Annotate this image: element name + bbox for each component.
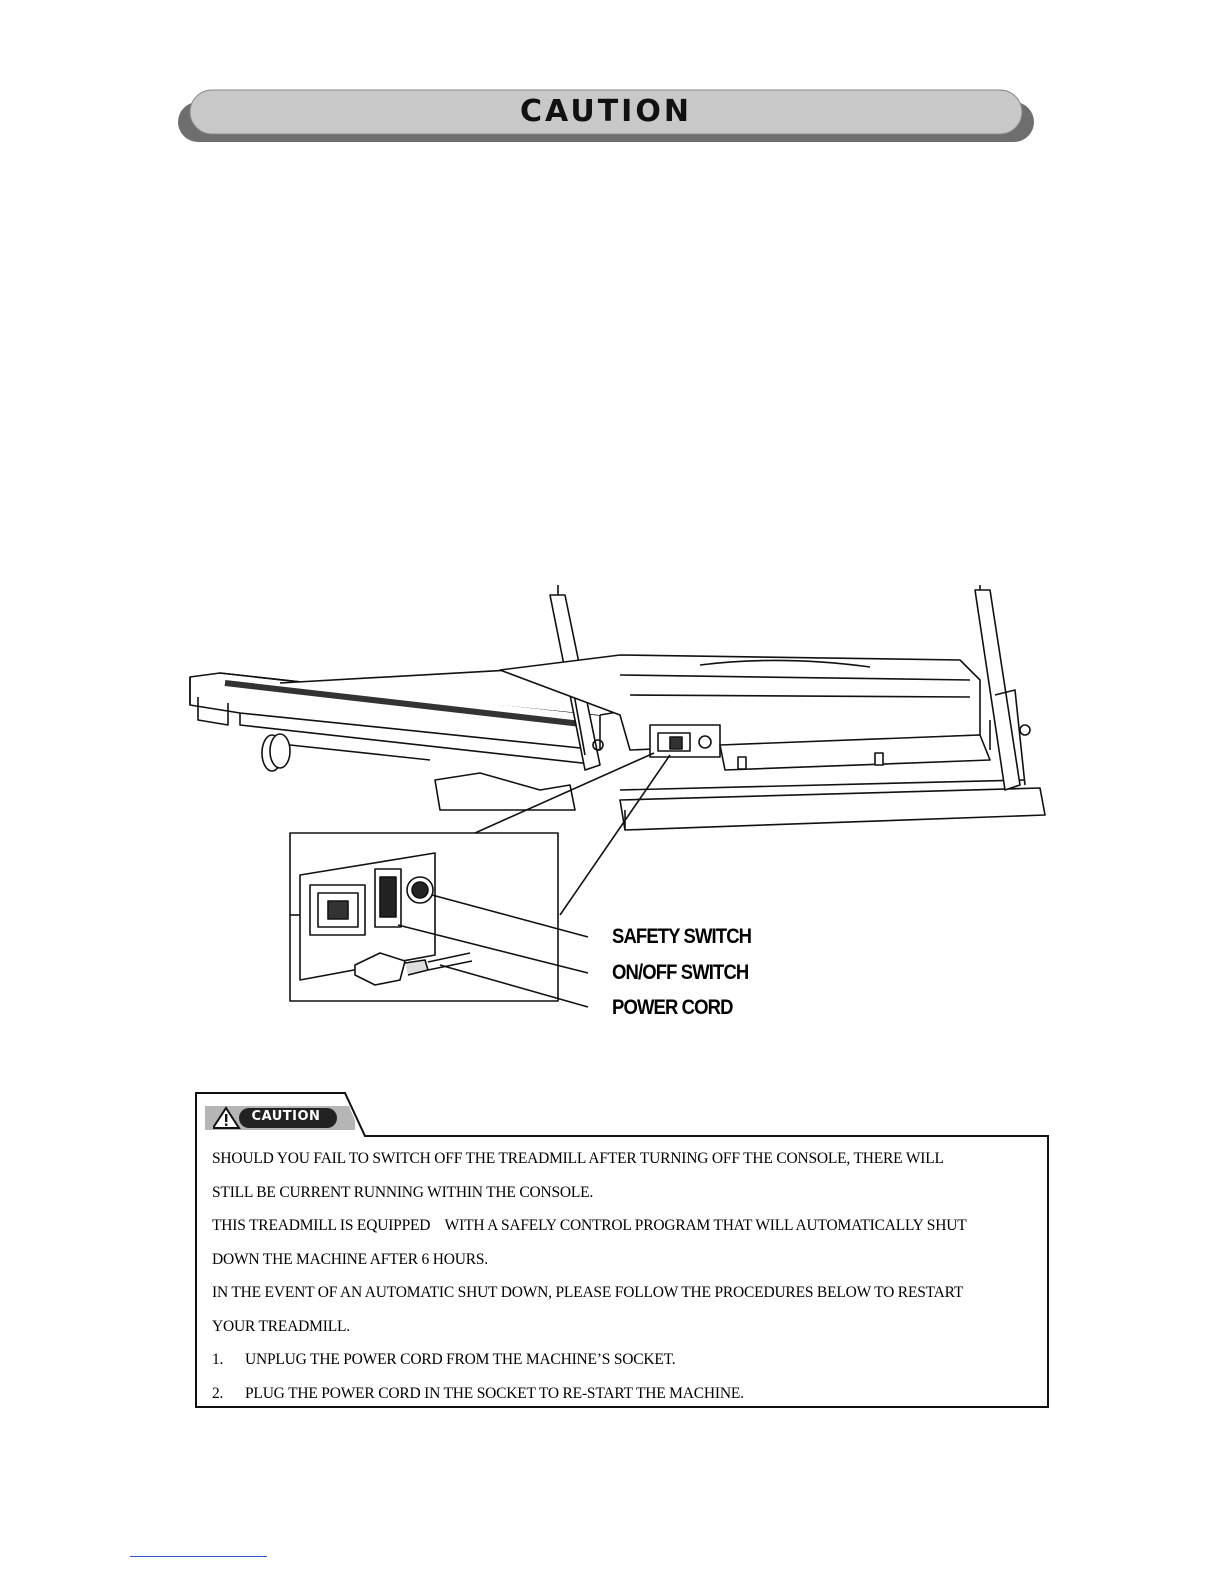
step-number: 2. (212, 1384, 224, 1402)
caution-line: THIS TREADMILL IS EQUIPPED WITH A SAFELY CONTROL PROGRAM THAT WILL AUTOMATICALLY SHUT (212, 1217, 967, 1234)
step-text: UNPLUG THE POWER CORD FROM THE MACHINE’S SOCKET. (245, 1351, 676, 1368)
caution-notice (195, 1092, 1051, 1408)
caution-line: STILL BE CURRENT RUNNING WITHIN THE CONSOLE. (212, 1183, 594, 1201)
step-number: 1. (212, 1351, 224, 1368)
caution-line: YOUR TREADMILL. (212, 1317, 350, 1335)
safety-switch-label: SAFETY SWITCH (612, 925, 752, 948)
caution-tag (207, 1106, 335, 1128)
caution-line: DOWN THE MACHINE AFTER 6 HOURS. (212, 1250, 488, 1268)
step-item (212, 1349, 1048, 1383)
footer-rule (130, 1556, 267, 1557)
caution-text (212, 1148, 1048, 1416)
caution-banner (178, 88, 1034, 144)
caution-line: IN THE EVENT OF AN AUTOMATIC SHUT DOWN, PLEASE FOLLOW THE PROCEDURES BELOW TO RESTART (212, 1284, 964, 1301)
treadmill-illustration (180, 585, 1050, 1035)
caution-tag-label: CAUTION (251, 1109, 321, 1124)
caution-line: SHOULD YOU FAIL TO SWITCH OFF THE TREADMILL AFTER TURNING OFF THE CONSOLE, THERE WILL (212, 1150, 944, 1167)
step-item (212, 1383, 1048, 1417)
power-cord-label: POWER CORD (612, 996, 733, 1019)
step-text: PLUG THE POWER CORD IN THE SOCKET TO RE-START THE MACHINE. (245, 1384, 744, 1402)
warning-triangle-icon (213, 1106, 241, 1130)
page-title: CAUTION (520, 94, 692, 129)
onoff-switch-label: ON/OFF SWITCH (612, 961, 749, 984)
